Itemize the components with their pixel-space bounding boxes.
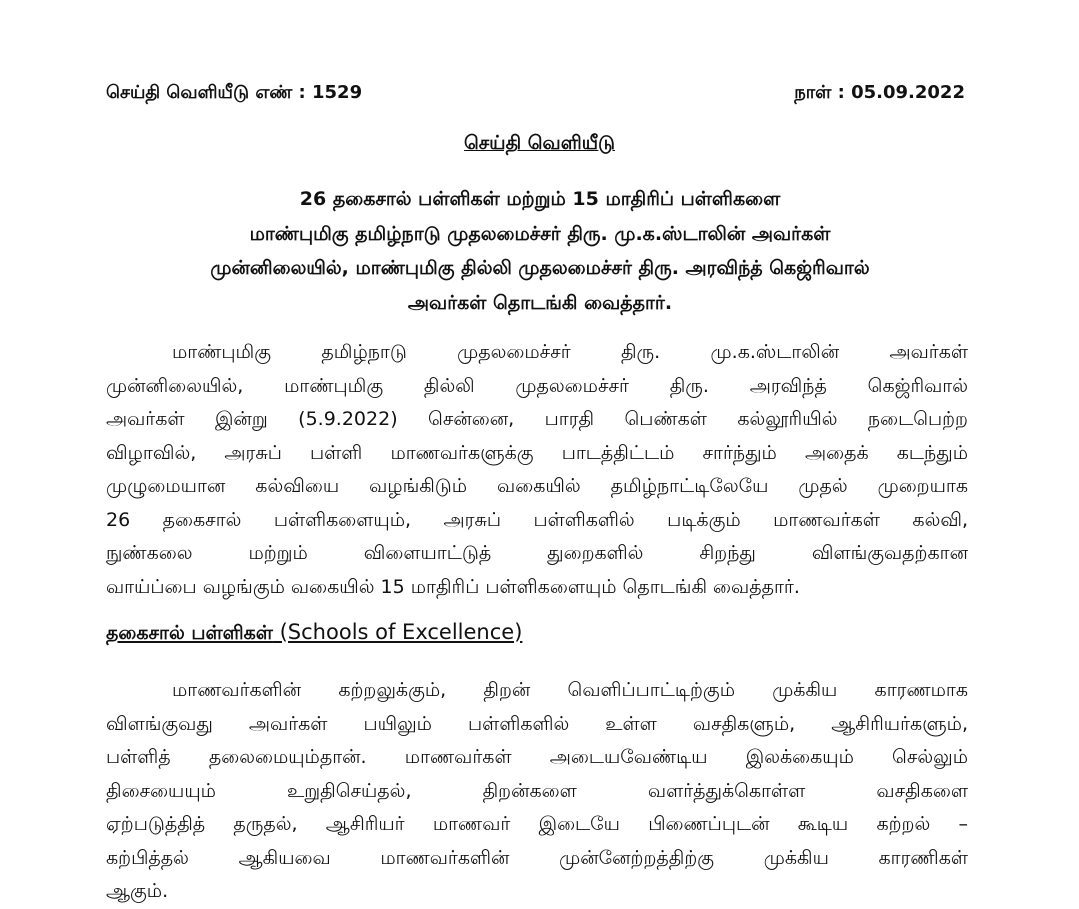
section-heading-english: (Schools of Excellence) [272,620,523,644]
document-heading: செய்தி வெளியீடு [463,132,615,154]
paragraph-line: 26 தகைசால் பள்ளிகளையும், அரசுப் பள்ளிகளில் படிக்கும் மாணவர்கள் கல்வி, [106,508,968,531]
header-row [106,82,965,110]
paragraph-intro [106,336,968,604]
paragraph-line: ஆகும். [106,880,169,902]
release-number: செய்தி வெளியீடு எண் : 1529 [106,82,363,103]
section-heading [106,620,522,647]
paragraph-line: பள்ளித் தலைமையும்தான். மாணவர்கள் அடையவேண்டிய இலக்கையும் செல்லும் [106,746,968,768]
paragraph-schools-of-excellence [106,674,968,909]
paragraph-line: கற்பித்தல் ஆகியவை மாணவர்களின் முன்னேற்றத்திற்கு முக்கிய காரணிகள் [106,846,968,869]
paragraph-line: திசையையும் உறுதிசெய்தல், திறன்களை வளர்த்துக்கொள்ள வசதிகளை [106,779,968,802]
paragraph-line: விழாவில், அரசுப் பள்ளி மாணவர்களுக்கு பாடத்திட்டம் சார்ந்தும் அதைக் கடந்தும் [106,441,968,464]
headline-line: 26 தகைசால் பள்ளிகள் மற்றும் 15 மாதிரிப் பள்ளிகளை [299,188,781,210]
paragraph-line: விளங்குவது அவர்கள் பயிலும் பள்ளிகளில் உள்ள வசதிகளும், ஆசிரியர்களும், [106,712,968,735]
paragraph-line: வாய்ப்பை வழங்கும் வகையில் 15 மாதிரிப் பள்ளிகளையும் தொடங்கி வைத்தார். [106,575,800,598]
headline-line: முன்னிலையில், மாண்புமிகு தில்லி முதலமைச்சர் திரு. அரவிந்த் கெஜ்ரிவால் [210,257,870,279]
section-heading-tamil: தகைசால் பள்ளிகள் [106,622,273,644]
paragraph-line: முழுமையான கல்வியை வழங்கிடும் வகையில் தமிழ்நாட்டிலேயே முதல் முறையாக [106,475,968,497]
headline [120,182,960,320]
paragraph-line: அவர்கள் இன்று (5.9.2022) சென்னை, பாரதி பெண்கள் கல்லூரியில் நடைபெற்ற [106,408,968,430]
paragraph-line: ஏற்படுத்தித் தருதல், ஆசிரியர் மாணவர் இடையே பிணைப்புடன் கூடிய கற்றல் – [106,813,968,835]
paragraph-line: மாண்புமிகு தமிழ்நாடு முதலமைச்சர் திரு. மு.க.ஸ்டாலின் அவர்கள் [172,341,968,363]
release-date: நாள் : 05.09.2022 [794,82,965,103]
paragraph-line: மாணவர்களின் கற்றலுக்கும், திறன் வெளிப்பாட்டிற்கும் முக்கிய காரணமாக [172,679,968,701]
headline-line: அவர்கள் தொடங்கி வைத்தார். [407,291,673,314]
paragraph-line: முன்னிலையில், மாண்புமிகு தில்லி முதலமைச்சர் திரு. அரவிந்த் கெஜ்ரிவால் [106,374,968,397]
paragraph-line: நுண்கலை மற்றும் விளையாட்டுத் துறைகளில் சிறந்து விளங்குவதற்கான [106,542,968,564]
headline-line: மாண்புமிகு தமிழ்நாடு முதலமைச்சர் திரு. மு.க.ஸ்டாலின் அவர்கள் [249,222,831,245]
